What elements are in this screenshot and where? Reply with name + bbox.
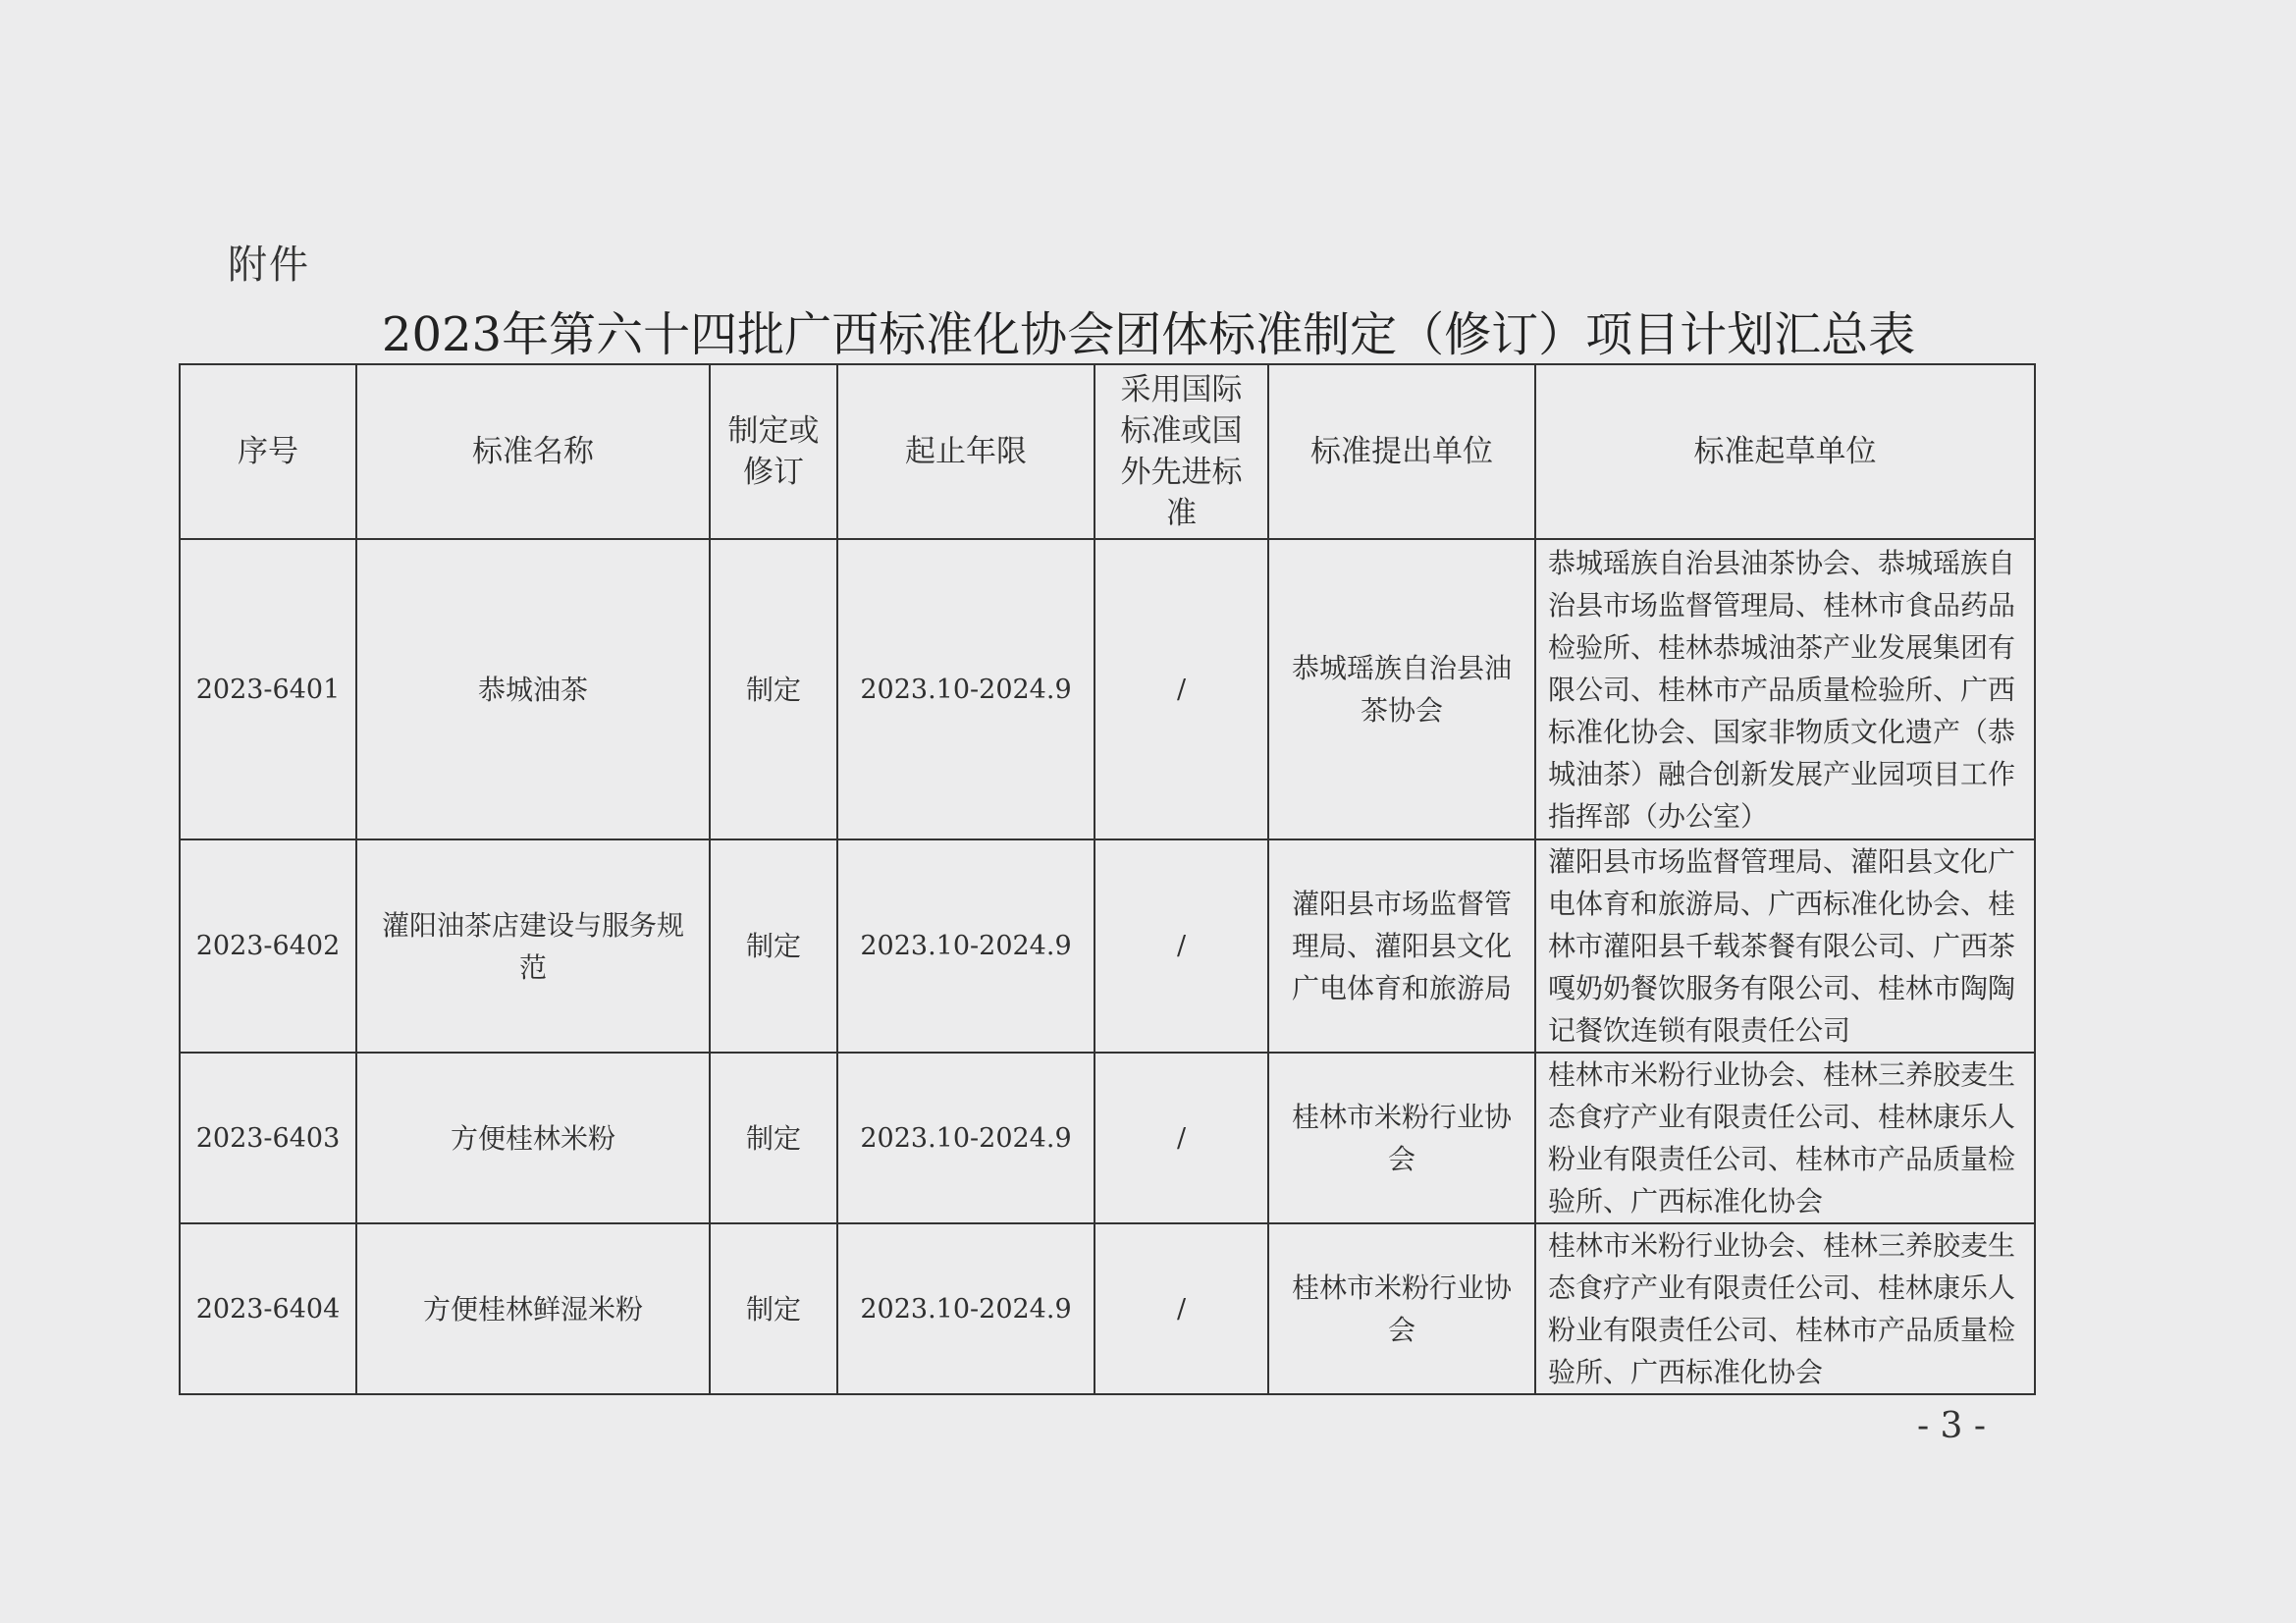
table-row (180, 1223, 2035, 1394)
cell-seq: 2023-6401 (180, 539, 356, 839)
standards-plan-table (179, 363, 2036, 1395)
cell-drafter: 桂林市米粉行业协会、桂林三养胶麦生态食疗产业有限责任公司、桂林康乐人粉业有限责任公司、桂林市产品质量检验所、广西标准化协会 (1535, 1053, 2035, 1223)
table-row (180, 839, 2035, 1053)
header-seq: 序号 (180, 364, 356, 539)
cell-proposer: 灌阳县市场监督管理局、灌阳县文化广电体育和旅游局 (1268, 839, 1535, 1053)
cell-name: 方便桂林米粉 (356, 1053, 710, 1223)
cell-proposer: 桂林市米粉行业协会 (1268, 1053, 1535, 1223)
table-row (180, 1053, 2035, 1223)
cell-type: 制定 (710, 839, 837, 1053)
cell-intl: / (1095, 1223, 1268, 1394)
page-number: - 3 - (1916, 1406, 1987, 1446)
header-proposer: 标准提出单位 (1268, 364, 1535, 539)
table-header-row (180, 364, 2035, 539)
cell-intl: / (1095, 539, 1268, 839)
cell-drafter: 桂林市米粉行业协会、桂林三养胶麦生态食疗产业有限责任公司、桂林康乐人粉业有限责任公司、桂林市产品质量检验所、广西标准化协会 (1535, 1223, 2035, 1394)
header-drafter: 标准起草单位 (1535, 364, 2035, 539)
header-intl: 采用国际标准或国外先进标准 (1095, 364, 1268, 539)
cell-name: 灌阳油茶店建设与服务规范 (356, 839, 710, 1053)
header-name: 标准名称 (356, 364, 710, 539)
table-row (180, 539, 2035, 839)
header-type: 制定或修订 (710, 364, 837, 539)
cell-drafter: 灌阳县市场监督管理局、灌阳县文化广电体育和旅游局、广西标准化协会、桂林市灌阳县千载茶餐有限公司、广西茶嘎奶奶餐饮服务有限公司、桂林市陶陶记餐饮连锁有限责任公司 (1535, 839, 2035, 1053)
cell-period: 2023.10-2024.9 (837, 839, 1095, 1053)
cell-drafter: 恭城瑶族自治县油茶协会、恭城瑶族自治县市场监督管理局、桂林市食品药品检验所、桂林恭城油茶产业发展集团有限公司、桂林市产品质量检验所、广西标准化协会、国家非物质文化遗产（恭城油茶）融合创新发展产业园项目工作指挥部（办公室） (1535, 539, 2035, 839)
cell-intl: / (1095, 839, 1268, 1053)
cell-name: 恭城油茶 (356, 539, 710, 839)
cell-period: 2023.10-2024.9 (837, 539, 1095, 839)
cell-seq: 2023-6404 (180, 1223, 356, 1394)
cell-period: 2023.10-2024.9 (837, 1053, 1095, 1223)
cell-proposer: 桂林市米粉行业协会 (1268, 1223, 1535, 1394)
attachment-label: 附件 (228, 243, 310, 288)
header-period: 起止年限 (837, 364, 1095, 539)
cell-seq: 2023-6403 (180, 1053, 356, 1223)
cell-seq: 2023-6402 (180, 839, 356, 1053)
cell-proposer: 恭城瑶族自治县油茶协会 (1268, 539, 1535, 839)
cell-type: 制定 (710, 1053, 837, 1223)
cell-intl: / (1095, 1053, 1268, 1223)
cell-type: 制定 (710, 1223, 837, 1394)
document-title: 2023年第六十四批广西标准化协会团体标准制定（修订）项目计划汇总表 (381, 307, 1916, 362)
cell-name: 方便桂林鲜湿米粉 (356, 1223, 710, 1394)
cell-type: 制定 (710, 539, 837, 839)
cell-period: 2023.10-2024.9 (837, 1223, 1095, 1394)
